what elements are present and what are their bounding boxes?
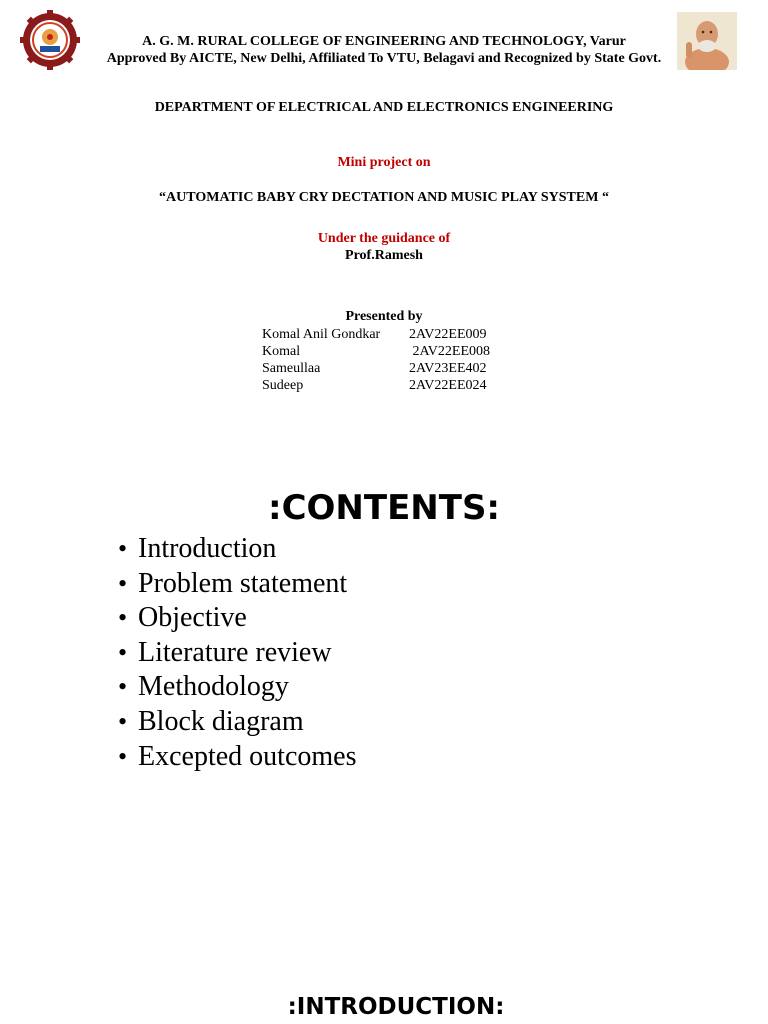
list-item [118, 670, 356, 705]
bullet-icon: • [118, 672, 128, 702]
college-name: A. G. M. RURAL COLLEGE OF ENGINEERING AND TECHNOLOGY, Varur [142, 34, 626, 49]
presenter-usn: 2AV22EE008 [409, 344, 491, 359]
presenter-list [262, 326, 522, 394]
contents-item-label: Problem statement [138, 567, 348, 599]
college-header [0, 33, 768, 67]
presented-by-label: Presented by [345, 309, 423, 324]
presenter-name: Sudeep [262, 378, 304, 393]
presenter-name: Komal [262, 344, 301, 359]
contents-list [118, 532, 356, 774]
presenter-row [262, 377, 522, 394]
list-item [118, 705, 356, 740]
list-item [118, 601, 356, 636]
list-item [118, 567, 356, 602]
bullet-icon: • [118, 637, 128, 667]
bullet-icon: • [118, 568, 128, 598]
bullet-icon: • [118, 534, 128, 563]
department-name: DEPARTMENT OF ELECTRICAL AND ELECTRONICS ENGINEERING [154, 100, 614, 115]
introduction-heading: :INTRODUCTION: [287, 994, 505, 1020]
list-item [118, 532, 356, 567]
contents-item-label: Block diagram [138, 705, 304, 737]
contents-item-label: Objective [138, 602, 247, 634]
presenter-name: Sameullaa [262, 361, 321, 376]
contents-item-label: Introduction [138, 533, 277, 564]
college-affiliation: Approved By AICTE, New Delhi, Affiliated To VTU, Belagavi and Recognized by State Govt. [106, 51, 662, 66]
contents-item-label: Excepted outcomes [138, 740, 357, 772]
presenter-name: Komal Anil Gondkar [262, 327, 381, 342]
contents-item-label: Literature review [138, 636, 332, 668]
guidance-label: Under the guidance of [317, 231, 451, 246]
list-item [118, 740, 356, 775]
presenter-usn: 2AV22EE024 [409, 378, 487, 393]
bullet-icon: • [118, 706, 128, 736]
guide-name: Prof.Ramesh [345, 248, 423, 263]
contents-item-label: Methodology [138, 671, 289, 703]
presenter-row [262, 326, 522, 343]
guidance-block [0, 230, 768, 264]
presenter-row [262, 360, 522, 377]
presenter-row [262, 343, 522, 360]
mini-project-label: Mini project on [337, 155, 431, 170]
list-item [118, 636, 356, 671]
bullet-icon: • [118, 603, 128, 633]
presenter-usn: 2AV22EE009 [409, 327, 487, 342]
contents-heading: :CONTENTS: [267, 488, 501, 528]
project-title: “AUTOMATIC BABY CRY DECTATION AND MUSIC PLAY SYSTEM “ [159, 190, 609, 205]
presenter-usn: 2AV23EE402 [409, 361, 487, 376]
bullet-icon: • [118, 741, 128, 771]
